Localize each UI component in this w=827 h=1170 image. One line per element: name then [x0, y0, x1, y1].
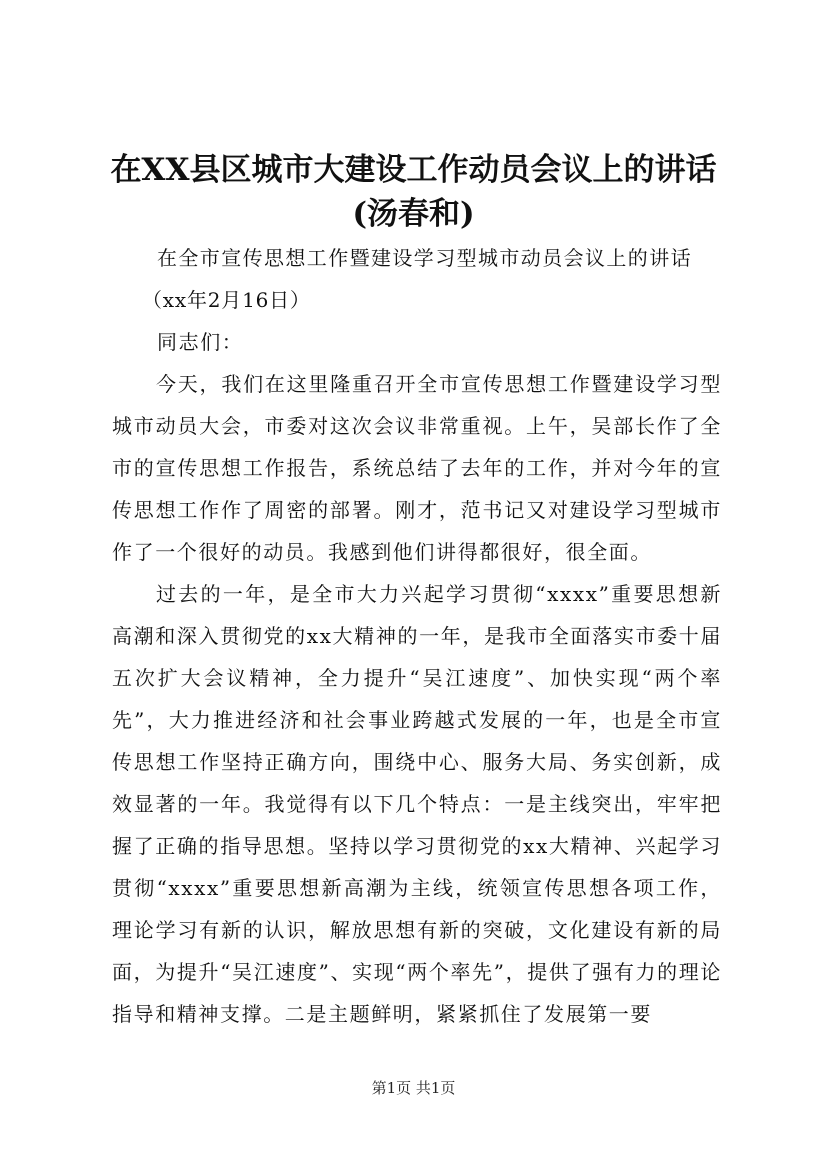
- greeting: 同志们：: [157, 330, 244, 354]
- document-title: 在XX县区城市大建设工作动员会议上的讲话: [110, 152, 717, 188]
- speech-subtitle: 在全市宣传思想工作暨建设学习型城市动员会议上的讲话: [157, 246, 692, 270]
- body-paragraph: 今天，我们在这里隆重召开全市宣传思想工作暨建设学习型城市动员大会，市委对这次会议非常重视。上午，吴部长作了全市的宣传思想工作报告，系统总结了去年的工作，并对今年的宣传思想工作作了周密的部署。刚才，范书记又对建设学习型城市作了一个很好的动员。我感到他们讲得都很好，很全面。: [112, 372, 722, 564]
- body-paragraph: 过去的一年，是全市大力兴起学习贯彻“xxxx”重要思想新高潮和深入贯彻党的xx大精神的一年，是我市全面落实市委十届五次扩大会议精神，全力提升“吴江速度”、加快实现“两个率先”，大力推进经济和社会事业跨越式发展的一年，也是全市宣传思想工作坚持正确方向，围绕中心、服务大局、务实创新，成效显著的一年。我觉得有以下几个特点：一是主线突出，牢牢把握了正确的指导思想。坚持以学习贯彻党的xx大精神、兴起学习贯彻“xxxx”重要思想新高潮为主线，统领宣传思想各项工作，理论学习有新的认识，解放思想有新的突破，文化建设有新的局面，为提升“吴江速度”、实现“两个率先”，提供了强有力的理论指导和精神支撑。二是主题鲜明，紧紧抓住了发展第一要: [112, 582, 722, 1026]
- page-footer: 第1页 共1页: [371, 1079, 456, 1097]
- document-title-author: (汤春和): [352, 196, 475, 232]
- speech-date: （xx年2月16日）: [142, 288, 311, 312]
